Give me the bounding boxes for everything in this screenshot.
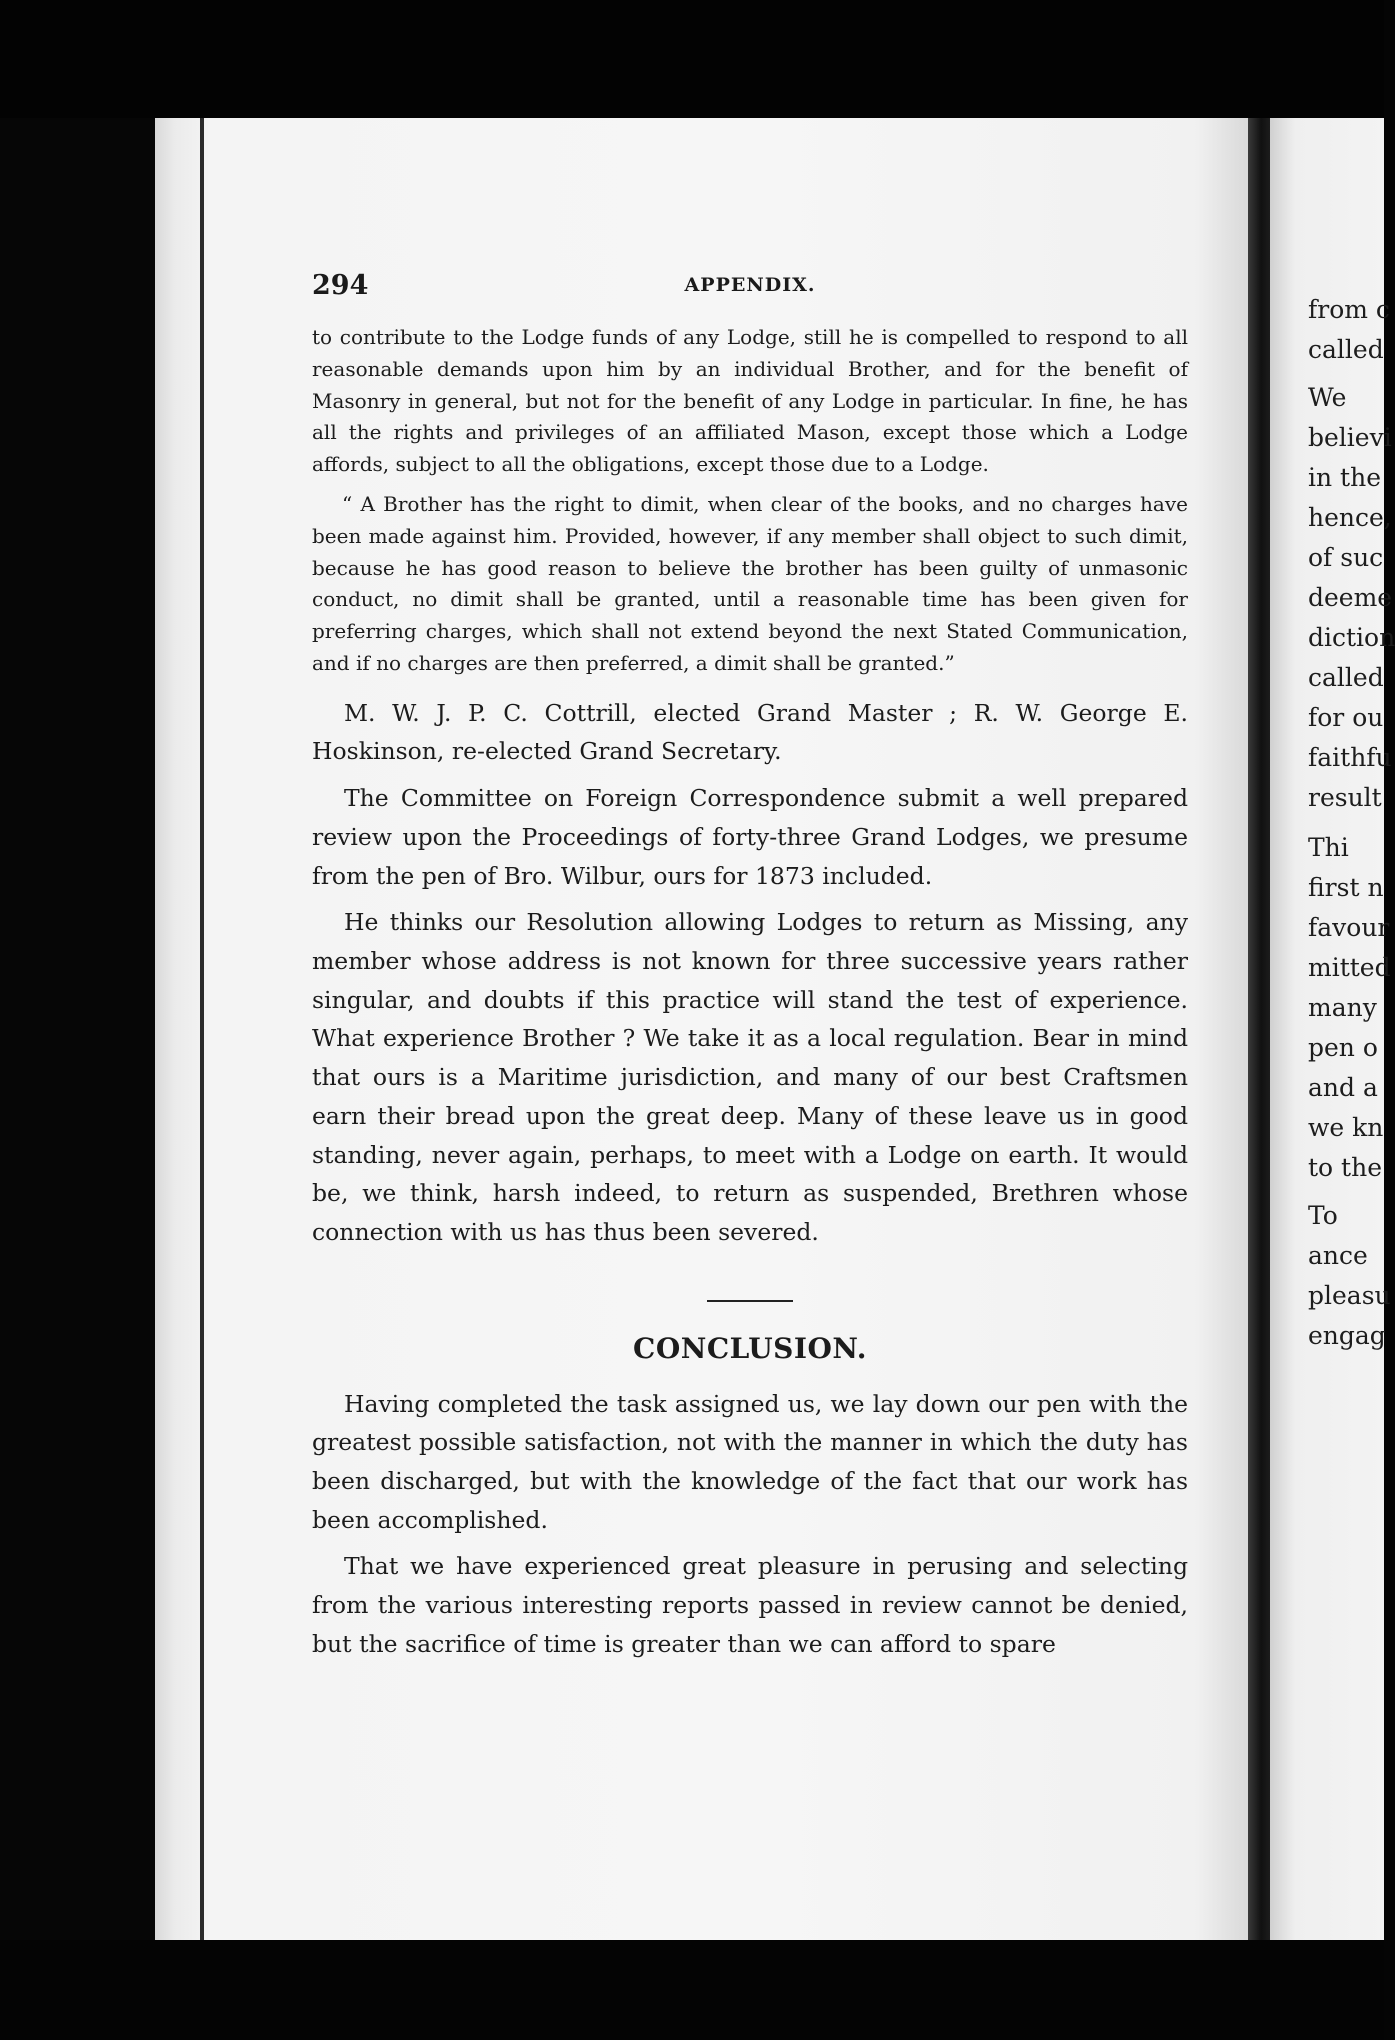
fragment-line: diction (1308, 623, 1395, 652)
fragment-line: hence, (1308, 503, 1392, 532)
fragment-line: pen o (1308, 1033, 1378, 1062)
fragment-line: many (1308, 993, 1377, 1022)
paragraph-officers: M. W. J. P. C. Cottrill, elected Grand Master ; R. W. George E. Hoskinson, re-elected Grand Secretary. (312, 698, 1188, 766)
fragment-line: first n (1308, 873, 1384, 902)
fragment-line: mitted (1308, 953, 1391, 982)
fragment-line: and a (1308, 1073, 1378, 1102)
fragment-line: for ou (1308, 703, 1384, 732)
fragment-line: to the (1308, 1153, 1382, 1182)
paragraph-committee: The Committee on Foreign Correspondence submit a well prepared review upon the Proceedings of forty-three Grand Lodges, we presume from the pen of Bro. Wilbur, ours for 1873 included. (312, 784, 1188, 890)
adjacent-page-fragment (1270, 118, 1395, 1940)
fragment-line: deeme (1308, 583, 1393, 612)
fragment-line: we kn (1308, 1113, 1384, 1142)
fragment-line: engag (1308, 1321, 1386, 1350)
fragment-line: We (1308, 383, 1347, 412)
fragment-line: believi (1308, 423, 1392, 452)
fragment-line: To (1308, 1201, 1338, 1230)
page-number: 294 (312, 270, 369, 301)
scan-border-bottom (0, 1940, 1384, 2040)
section-divider (707, 1300, 793, 1302)
paragraph-resolution-comment: He thinks our Resolution allowing Lodges to return as Missing, any member whose address is not known for three successive years rather singular, and doubts if this practice will stand the test of experience. What experience Brother ? We take it as a local regulation. Bear in mind that ours is a Maritime jurisdiction, and many of our best Craftsmen earn their bread upon the great deep. Many of these leave us in good standing, never again, perhaps, to meet with a Lodge on earth. It would be, we think, harsh indeed, to return as suspended, Brethren whose connection with us has thus been severed. (312, 908, 1188, 1246)
fragment-line: called (1308, 663, 1384, 692)
paragraph-continuation: to contribute to the Lodge funds of any Lodge, still he is compelled to respond to all reasonable demands upon him by an individual Brother, and for the benefit of Masonry in general, but not for the benefit of any Lodge in particular. In fine, he has all the rights and privileges of an affiliated Mason, except those which a Lodge affords, subject to all the obligations, except those due to a Lodge. (312, 325, 1188, 477)
fragment-line: from c (1308, 295, 1390, 324)
running-head: APPENDIX. (684, 274, 816, 296)
fragment-line: result (1308, 783, 1382, 812)
fragment-line: in the (1308, 463, 1381, 492)
book-spine-shadow (1248, 118, 1270, 1940)
fragment-line: called (1308, 335, 1384, 364)
scan-border-top (0, 0, 1384, 118)
page-gutter-line (200, 118, 204, 1940)
fragment-line: faithfu (1308, 743, 1392, 772)
conclusion-paragraph-1: Having completed the task assigned us, we lay down our pen with the greatest possible satisfaction, not with the manner in which the duty has been discharged, but with the knowledge of the fact that our work has been accomplished. (312, 1389, 1188, 1534)
conclusion-paragraph-2: That we have experienced great pleasure in perusing and selecting from the various interesting reports passed in review cannot be denied, but the sacrifice of time is greater than we can afford to spare (312, 1552, 1188, 1658)
fragment-line: Thi (1308, 833, 1349, 862)
fragment-line: pleasu (1308, 1281, 1391, 1310)
page-body (312, 322, 1188, 1664)
quoted-resolution: “ A Brother has the right to dimit, when clear of the books, and no charges have been made against him. Provided, however, if any member shall object to such dimit, because he has good reason to believe the brother has been guilty of unmasonic conduct, no dimit shall be granted, until a reasonable time has been given for preferring charges, which shall not extend beyond the next Stated Communication, and if no charges are then preferred, a dimit shall be granted.” (312, 491, 1188, 675)
section-title: CONCLUSION. (633, 1331, 867, 1365)
fragment-line: ance (1308, 1241, 1368, 1270)
fragment-line: of suc (1308, 543, 1384, 572)
page-header (312, 270, 1188, 310)
fragment-line: favour (1308, 913, 1390, 942)
